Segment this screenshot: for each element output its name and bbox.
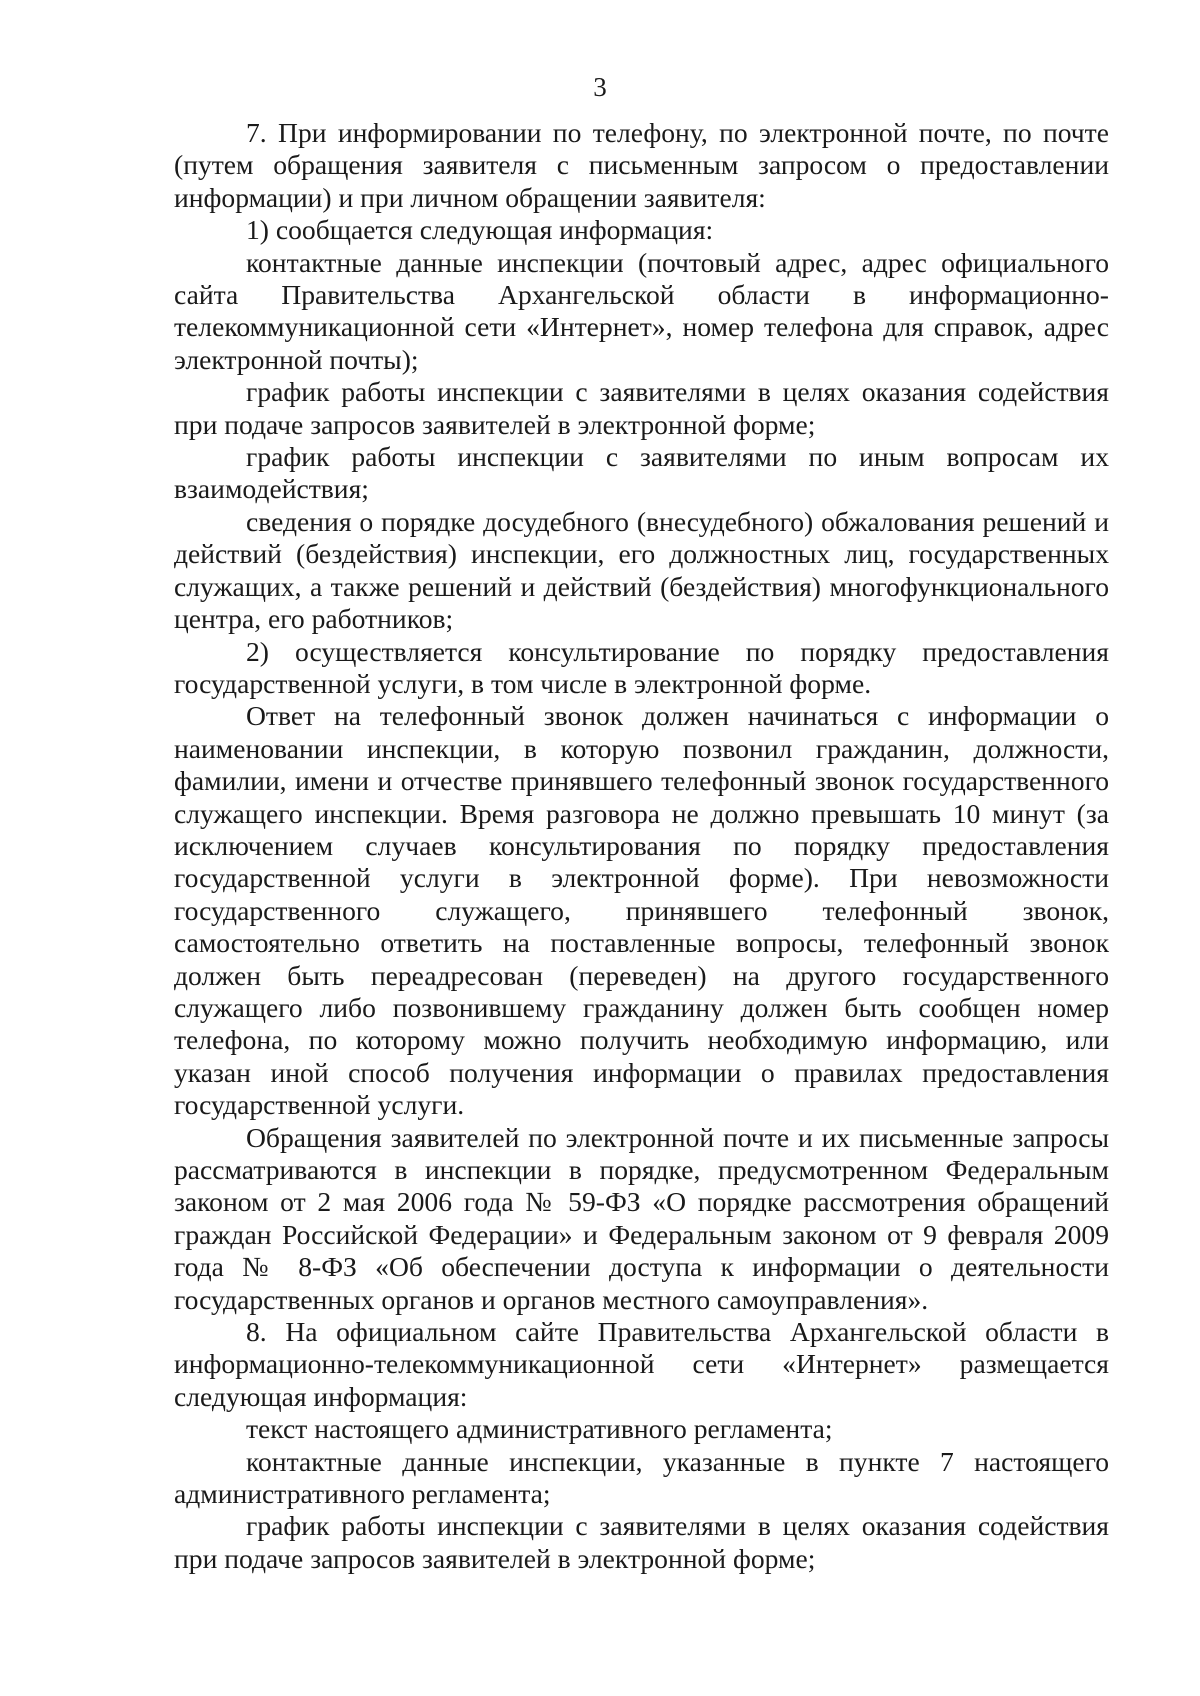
paragraph-appeal-procedure: сведения о порядке досудебного (внесудебного) обжалования решений и действий (бездействия) инспекции, его должностных лиц, государственных служащих, а также решений и действий (бездействия) многофункционального центра, его работников;: [174, 505, 1109, 635]
paragraph-item-8-intro: 8. На официальном сайте Правительства Архангельской области в информационно-телекоммуникационной сети «Интернет» размещается следующая информация:: [174, 1316, 1109, 1412]
paragraph-contact-data-ref: контактные данные инспекции, указанные в пункте 7 настоящего административного регламента;: [174, 1445, 1109, 1510]
paragraph-contact-data: контактные данные инспекции (почтовый адрес, адрес официального сайта Правительства Архангельской области в информационно-телекоммуникационной сети «Интернет», номер телефона для справок, адрес электронной почты);: [174, 246, 1109, 375]
paragraph-schedule-electronic: график работы инспекции с заявителями в целях оказания содействия при подаче запросов заявителей в электронной форме;: [174, 376, 1109, 440]
paragraph-email-requests: Обращения заявителей по электронной почте и их письменные запросы рассматриваются в инспекции в порядке, предусмотренном Федеральным законом от 2 мая 2006 года № 59-ФЗ «О порядке рассмотрения обращений граждан Российской Федерации» и Федеральным законом от 9 февраля 2009 года № 8-ФЗ «Об обеспечении доступа к информации о деятельности государственных органов и органов местного самоуправления».: [174, 1121, 1109, 1315]
paragraph-schedule-electronic-2: график работы инспекции с заявителями в целях оказания содействия при подаче запросов заявителей в электронной форме;: [174, 1510, 1109, 1574]
document-body: [174, 117, 1109, 1575]
paragraph-subitem-1: 1) сообщается следующая информация:: [246, 214, 714, 246]
paragraph-regulation-text: текст настоящего административного регламента;: [246, 1413, 833, 1445]
paragraph-item-7-intro: 7. При информировании по телефону, по электронной почте, по почте (путем обращения заявителя с письменным запросом о предоставлении информации) и при личном обращении заявителя:: [174, 117, 1109, 213]
paragraph-subitem-2: 2) осуществляется консультирование по порядку предоставления государственной услуги, в том числе в электронной форме.: [174, 635, 1109, 699]
paragraph-schedule-other: график работы инспекции с заявителями по иным вопросам их взаимодействия;: [174, 441, 1109, 505]
paragraph-phone-response: Ответ на телефонный звонок должен начинаться с информации о наименовании инспекции, в которую позвонил гражданин, должности, фамилии, имени и отчестве принявшего телефонный звонок государственного служащего инспекции. Время разговора не должно превышать 10 минут (за исключением случаев консультирования по порядку предоставления государственной услуги в электронной форме). При невозможности государственного служащего, принявшего телефонный звонок, самостоятельно ответить на поставленные вопросы, телефонный звонок должен быть переадресован (переведен) на другого государственного служащего либо позвонившему гражданину должен быть сообщен номер телефона, по которому можно получить необходимую информацию, или указан иной способ получения информации о правилах предоставления государственной услуги.: [174, 700, 1109, 1121]
page-number: 3: [593, 72, 607, 102]
